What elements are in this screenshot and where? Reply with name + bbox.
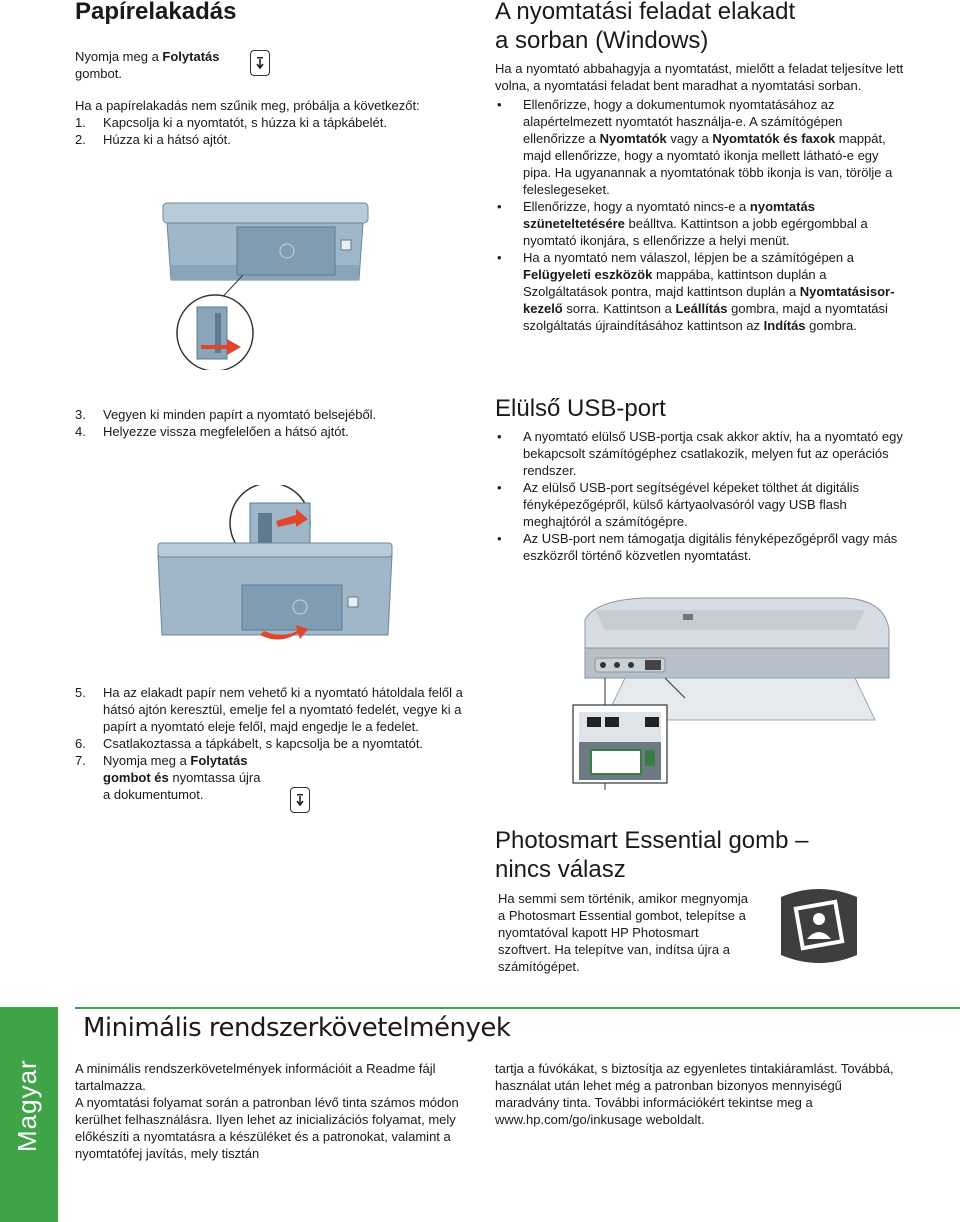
printer-rear-door-illustration xyxy=(155,195,375,370)
resume-button-icon xyxy=(290,787,310,813)
requirements-text-1: A minimális rendszerkövetelmények információit a Readme fájl tartalmazza. xyxy=(75,1061,436,1093)
list-item: 1. Kapcsolja ki a nyomtatót, s húzza ki a tápkábelét. xyxy=(75,115,387,130)
list-item: 7. Nyomja meg a Folytatás gombot és nyomtassa újra a dokumentumot. xyxy=(75,753,261,802)
steps-list-b xyxy=(75,406,470,440)
list-item: • Ellenőrizze, hogy a nyomtató nincs-e a nyomtatás szüneteltetésére beálltva. Kattintson a jobb egérgombbal a nyomtató ikonjára, s ellenőrizze a helyi menüt. xyxy=(495,198,905,249)
steps-list-a xyxy=(75,114,470,148)
language-side-tab xyxy=(0,1007,58,1222)
print-queue-intro: Ha a nyomtató abbahagyja a nyomtatást, mielőtt a feladat teljesítve lett volna, a nyomtatási feladat bent maradhat a nyomtatási sorban. xyxy=(495,61,904,93)
list-item: • Az USB-port nem támogatja digitális fényképezőgépről vagy más eszközről történő közvetlen nyomtatást. xyxy=(495,530,905,564)
list-item: 4. Helyezze vissza megfelelően a hátsó ajtót. xyxy=(75,424,349,439)
list-item: 5. Ha az elakadt papír nem vehető ki a nyomtató hátoldala felől a hátsó ajtón keresztül, emelje fel a nyomtató fedelét, vegye ki a papírt a nyomtató eleje felől, majd engedje le a fedelet. xyxy=(75,685,463,734)
press-resume-text: Nyomja meg a Folytatás gombot. xyxy=(75,49,220,81)
paper-jam-intro: Ha a papírelakadás nem szűnik meg, próbálja a következőt: xyxy=(75,98,420,113)
requirements-header-bar xyxy=(75,1007,960,1053)
photosmart-text: Ha semmi sem történik, amikor megnyomja a Photosmart Essential gombot, telepítse a nyomtatóval kapott HP Photosmart szoftvert. Ha telepítve van, indítsa újra a számítógépet. xyxy=(498,891,748,974)
section-title-requirements: Minimális rendszerkövetelmények xyxy=(83,1013,511,1043)
section-title-front-usb: Elülső USB-port xyxy=(495,395,666,422)
list-item: • A nyomtató elülső USB-portja csak akkor aktív, ha a nyomtató egy bekapcsolt számítógéphez csatlakozik, melyen fut az operációs rendszer. xyxy=(495,428,905,479)
printer-reinsert-door-illustration xyxy=(150,485,400,650)
section-title-photosmart: Photosmart Essential gomb – nincs válasz xyxy=(495,827,809,883)
list-item: 2. Húzza ki a hátsó ajtót. xyxy=(75,132,231,147)
photosmart-essential-button-icon xyxy=(775,885,863,967)
language-label: Magyar xyxy=(12,1059,42,1152)
usb-list xyxy=(495,428,905,564)
steps-list-c xyxy=(75,684,470,803)
list-item: 3. Vegyen ki minden papírt a nyomtató belsejéből. xyxy=(75,407,377,422)
list-item: • Ellenőrizze, hogy a dokumentumok nyomtatásához az alapértelmezett nyomtatót használja-e. A számítógépen ellenőrizze a Nyomtatók vagy a Nyomtatók és faxok mappát, majd ellenőrizze, hogy a nyomtató ikonja mellett látható-e egy pipa. Ha ugyanannak a nyomtatónak több ikonja is van, törölje a feleslegeseket. xyxy=(495,96,905,198)
requirements-text-3: tartja a fúvókákat, s biztosítja az egyenletes tintakiáramlást. Továbbá, használat után lehet még a patronban bizonyos mennyiségű maradvány tinta. További információkért tekintse meg a www.hp.com/go/inkusage weboldalt. xyxy=(495,1061,894,1127)
printer-front-usb-illustration xyxy=(565,590,905,790)
section-title-paper-jam: Papírelakadás xyxy=(75,0,237,25)
section-title-print-queue: A nyomtatási feladat elakadt a sorban (Windows) xyxy=(495,0,796,54)
list-item: • Az elülső USB-port segítségével képeket tölthet át digitális fényképezőgépről, külső kártyaolvasóról vagy USB flash meghajtóról a számítógépre. xyxy=(495,479,905,530)
list-item: 6. Csatlakoztassa a tápkábelt, s kapcsolja be a nyomtatót. xyxy=(75,736,424,751)
print-queue-list xyxy=(495,96,905,334)
resume-button-icon xyxy=(250,50,270,76)
requirements-text-2: A nyomtatási folyamat során a patronban lévő tinta számos módon kerülhet felhasználásra. Ilyen lehet az inicializációs folyamat, mely előkészíti a nyomtatásra a készüléket és a patronokat, valamint a nyomtatófej javítás, mely tisztán xyxy=(75,1095,459,1161)
list-item: • Ha a nyomtató nem válaszol, lépjen be a számítógépen a Felügyeleti eszközök mappába, kattintson duplán a Szolgáltatások pontra, majd kattintson duplán a Nyomtatásisor-kezelő sorra. Kattintson a Leállítás gombra, majd a nyomtatási szolgáltatás újraindításához kattintson az Indítás gombra. xyxy=(495,249,905,334)
